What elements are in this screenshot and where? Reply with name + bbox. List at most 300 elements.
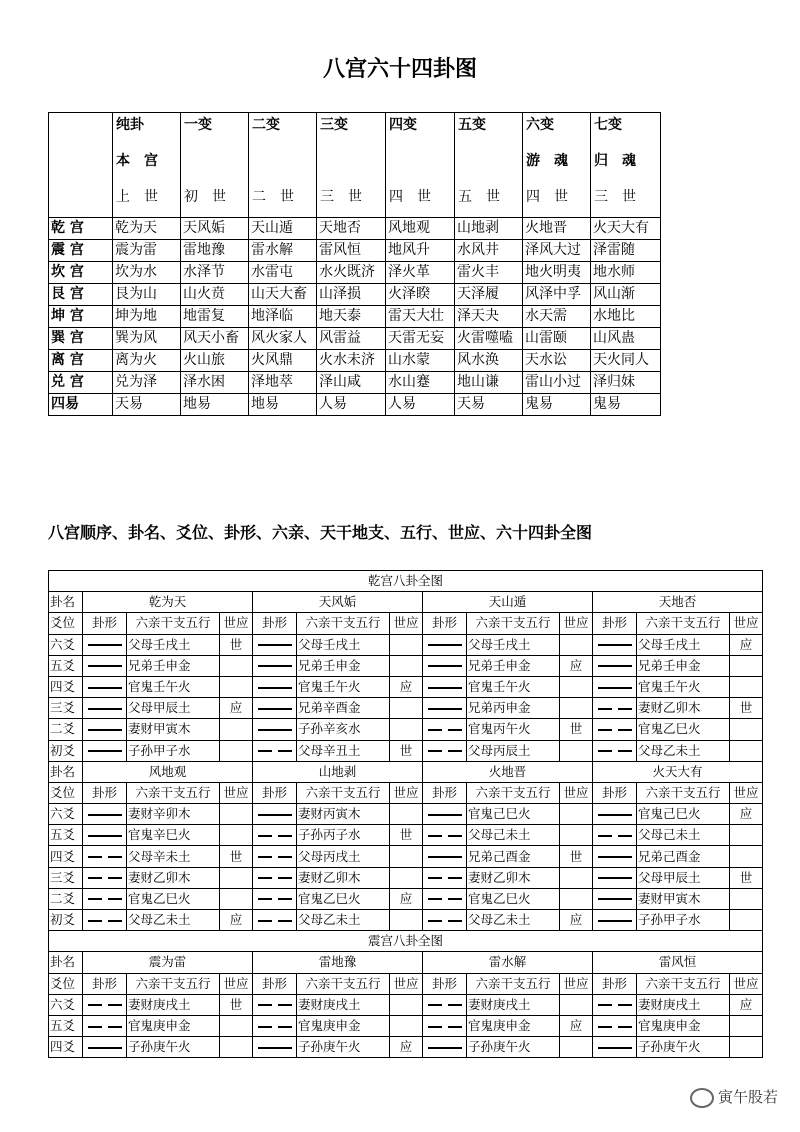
header-line: 初 世	[184, 189, 226, 205]
line-shape	[253, 804, 297, 825]
shiying-value	[390, 910, 423, 931]
liuqin-value: 妻财甲寅木	[637, 888, 730, 909]
liuqin-value: 妻财庚戌土	[127, 994, 220, 1015]
line-shape	[253, 719, 297, 740]
shiying-value	[560, 1037, 593, 1058]
liuqin-value: 妻财乙卯木	[297, 867, 390, 888]
hexagram-cell: 鬼易	[591, 394, 661, 416]
yang-line-icon	[598, 644, 632, 646]
gua-name-row	[49, 952, 763, 973]
line-shape	[83, 740, 127, 761]
shiying-label: 世应	[220, 782, 253, 803]
hexagram-cell: 泽风大过	[523, 240, 591, 262]
line-shape	[593, 634, 637, 655]
liuqin-value: 子孙丙子水	[297, 825, 390, 846]
yang-line-icon	[88, 729, 122, 731]
liuqin-value: 兄弟壬申金	[467, 655, 560, 676]
hexagram-cell: 雷山小过	[523, 372, 591, 394]
header-cell	[113, 113, 181, 218]
yang-line-icon	[598, 814, 632, 816]
yao-row	[49, 825, 763, 846]
shiying-value	[220, 825, 253, 846]
hexagram-cell: 山地剥	[455, 218, 523, 240]
line-shape	[423, 867, 467, 888]
yin-line-icon	[88, 877, 122, 879]
yin-line-icon	[598, 1004, 632, 1006]
yang-line-icon	[88, 708, 122, 710]
shiying-value	[220, 740, 253, 761]
shape-label: 卦形	[253, 782, 297, 803]
hexagram-cell: 火雷噬嗑	[455, 328, 523, 350]
hexagram-cell: 地天泰	[317, 306, 386, 328]
yao-name: 六爻	[49, 634, 83, 655]
shiying-value: 世	[730, 698, 763, 719]
yao-row	[49, 655, 763, 676]
liuqin-value: 官鬼庚申金	[297, 1015, 390, 1036]
yang-line-icon	[258, 644, 292, 646]
shape-label: 卦形	[83, 973, 127, 994]
shape-label: 卦形	[593, 782, 637, 803]
palace-row	[49, 262, 661, 284]
hexagram-cell: 火水未济	[317, 350, 386, 372]
gua-name: 山地剥	[253, 761, 423, 782]
yin-line-icon	[428, 1004, 462, 1006]
line-shape	[253, 846, 297, 867]
hexagram-cell: 天地否	[317, 218, 386, 240]
hexagram-cell: 坎为水	[113, 262, 181, 284]
line-shape	[253, 676, 297, 697]
hexagram-cell: 山火贲	[181, 284, 249, 306]
hexagram-cell: 乾为天	[113, 218, 181, 240]
shiying-value	[730, 825, 763, 846]
palace-row	[49, 372, 661, 394]
shiying-value: 世	[220, 634, 253, 655]
shiying-value	[730, 719, 763, 740]
gua-name: 风地观	[83, 761, 253, 782]
yao-row	[49, 910, 763, 931]
liuqin-value: 子孙庚午火	[297, 1037, 390, 1058]
yao-name: 四爻	[49, 1037, 83, 1058]
yang-line-icon	[598, 898, 632, 900]
yao-row	[49, 1037, 763, 1058]
hexagram-cell: 雷水解	[249, 240, 317, 262]
liuqin-value: 官鬼庚申金	[467, 1015, 560, 1036]
line-shape	[83, 994, 127, 1015]
liuqin-value: 子孙辛亥水	[297, 719, 390, 740]
hexagram-cell: 山水蒙	[386, 350, 455, 372]
shiying-label: 世应	[730, 613, 763, 634]
liuqin-value: 子孙庚午火	[127, 1037, 220, 1058]
gua-name: 天山遁	[423, 592, 593, 613]
line-shape	[83, 719, 127, 740]
header-cell	[317, 113, 386, 218]
liuqin-label: 六亲干支五行	[637, 613, 730, 634]
liuqin-value: 父母辛丑土	[297, 740, 390, 761]
line-shape	[593, 888, 637, 909]
hexagram-cell: 水泽节	[181, 262, 249, 284]
line-shape	[423, 994, 467, 1015]
gua-name-label: 卦名	[49, 761, 83, 782]
header-line: 纯卦	[116, 117, 144, 133]
shape-label: 卦形	[83, 613, 127, 634]
yao-pos-label: 爻位	[49, 613, 83, 634]
liuqin-label: 六亲干支五行	[127, 613, 220, 634]
hexagram-cell: 天山遁	[249, 218, 317, 240]
gua-name-row	[49, 761, 763, 782]
header-line: 游 魂	[526, 153, 568, 169]
yao-row	[49, 994, 763, 1015]
shiying-value	[730, 740, 763, 761]
line-shape	[423, 804, 467, 825]
line-shape	[593, 825, 637, 846]
yin-line-icon	[598, 835, 632, 837]
header-line	[184, 153, 245, 189]
hexagram-cell: 离为火	[113, 350, 181, 372]
header-line: 四 世	[526, 189, 568, 205]
yao-name: 六爻	[49, 804, 83, 825]
shape-label: 卦形	[253, 973, 297, 994]
gua-name: 火天大有	[593, 761, 763, 782]
shiying-value	[220, 1015, 253, 1036]
hexagram-cell: 泽火革	[386, 262, 455, 284]
shiying-value	[220, 676, 253, 697]
hexagram-cell: 火山旅	[181, 350, 249, 372]
palace-hexagram-table	[48, 112, 661, 416]
line-shape	[253, 888, 297, 909]
line-shape	[423, 740, 467, 761]
hexagram-cell: 泽雷随	[591, 240, 661, 262]
yao-row	[49, 846, 763, 867]
liuqin-value: 官鬼壬午火	[637, 676, 730, 697]
palace-name: 坤 宫	[49, 306, 113, 328]
shiying-value	[390, 867, 423, 888]
liuqin-value: 官鬼辛巳火	[127, 825, 220, 846]
shiying-value: 世	[560, 719, 593, 740]
yin-line-icon	[88, 920, 122, 922]
liuqin-value: 妻财庚戌土	[297, 994, 390, 1015]
line-shape	[593, 910, 637, 931]
liuqin-value: 子孙甲子水	[637, 910, 730, 931]
header-line: 五 世	[458, 189, 500, 205]
yao-pos-label: 爻位	[49, 973, 83, 994]
shiying-label: 世应	[560, 782, 593, 803]
shiying-value	[220, 804, 253, 825]
shiying-value	[730, 1015, 763, 1036]
palace-name: 离 宫	[49, 350, 113, 372]
shiying-value: 应	[390, 888, 423, 909]
line-shape	[593, 994, 637, 1015]
hexagram-cell: 雷地豫	[181, 240, 249, 262]
shiying-value	[220, 1037, 253, 1058]
liuqin-value: 官鬼壬午火	[127, 676, 220, 697]
line-shape	[83, 867, 127, 888]
liuqin-value: 官鬼乙巳火	[297, 888, 390, 909]
line-shape	[253, 698, 297, 719]
liuqin-value: 官鬼乙巳火	[127, 888, 220, 909]
line-shape	[83, 634, 127, 655]
shiying-value: 应	[730, 804, 763, 825]
liuqin-value: 官鬼己巳火	[637, 804, 730, 825]
shiying-value: 应	[390, 676, 423, 697]
yao-row	[49, 1015, 763, 1036]
hexagram-cell: 风天小畜	[181, 328, 249, 350]
line-shape	[423, 910, 467, 931]
shape-label: 卦形	[423, 973, 467, 994]
yao-row	[49, 719, 763, 740]
yang-line-icon	[598, 877, 632, 879]
header-line: 一变	[184, 117, 212, 133]
liuqin-value: 妻财乙卯木	[467, 867, 560, 888]
gua-name-row	[49, 592, 763, 613]
line-shape	[253, 867, 297, 888]
shiying-value	[560, 994, 593, 1015]
shiying-value	[390, 846, 423, 867]
shiying-label: 世应	[390, 973, 423, 994]
yin-line-icon	[88, 856, 122, 858]
header-line: 四 世	[389, 189, 431, 205]
liuqin-value: 妻财庚戌土	[637, 994, 730, 1015]
liuqin-value: 官鬼庚申金	[127, 1015, 220, 1036]
watermark	[690, 1086, 778, 1108]
palace-row	[49, 240, 661, 262]
palace-row	[49, 328, 661, 350]
line-shape	[83, 676, 127, 697]
shiying-value	[220, 888, 253, 909]
palace-name: 坎 宫	[49, 262, 113, 284]
line-shape	[423, 634, 467, 655]
palace-row	[49, 394, 661, 416]
yang-line-icon	[428, 1047, 462, 1049]
yin-line-icon	[88, 1026, 122, 1028]
hexagram-cell: 巽为风	[113, 328, 181, 350]
palace-row	[49, 350, 661, 372]
shiying-value: 应	[560, 655, 593, 676]
line-shape	[593, 804, 637, 825]
yang-line-icon	[428, 665, 462, 667]
yang-line-icon	[88, 687, 122, 689]
hexagram-cell: 风水涣	[455, 350, 523, 372]
line-shape	[593, 740, 637, 761]
yang-line-icon	[258, 1047, 292, 1049]
yang-line-icon	[88, 665, 122, 667]
hexagram-cell: 水雷屯	[249, 262, 317, 284]
yang-line-icon	[88, 644, 122, 646]
hexagram-cell: 风泽中孚	[523, 284, 591, 306]
hexagram-cell: 地山谦	[455, 372, 523, 394]
line-shape	[83, 655, 127, 676]
liuqin-label: 六亲干支五行	[467, 613, 560, 634]
shiying-value	[560, 825, 593, 846]
yang-line-icon	[428, 708, 462, 710]
shiying-value	[560, 676, 593, 697]
line-shape	[593, 698, 637, 719]
shiying-label: 世应	[220, 973, 253, 994]
liuqin-value: 父母乙未土	[297, 910, 390, 931]
palace-row	[49, 306, 661, 328]
liuqin-value: 父母丙戌土	[297, 846, 390, 867]
shiying-value	[560, 804, 593, 825]
liuqin-value: 兄弟辛酉金	[297, 698, 390, 719]
liuqin-label: 六亲干支五行	[297, 782, 390, 803]
hexagram-cell: 火风鼎	[249, 350, 317, 372]
liuqin-label: 六亲干支五行	[127, 973, 220, 994]
yin-line-icon	[88, 898, 122, 900]
hexagram-cell: 天易	[113, 394, 181, 416]
liuqin-value: 妻财乙卯木	[127, 867, 220, 888]
shiying-value	[560, 867, 593, 888]
shiying-value	[390, 698, 423, 719]
yin-line-icon	[428, 835, 462, 837]
shiying-label: 世应	[730, 782, 763, 803]
line-shape	[593, 676, 637, 697]
yang-line-icon	[428, 856, 462, 858]
liuqin-value: 父母乙未土	[637, 740, 730, 761]
yao-row	[49, 676, 763, 697]
shiying-value	[560, 740, 593, 761]
column-label-row	[49, 782, 763, 803]
yao-pos-label: 爻位	[49, 782, 83, 803]
palace-caption-row	[49, 931, 763, 952]
liuqin-value: 兄弟壬申金	[297, 655, 390, 676]
liuqin-value: 官鬼壬午火	[467, 676, 560, 697]
hexagram-cell: 天火同人	[591, 350, 661, 372]
yin-line-icon	[428, 920, 462, 922]
yang-line-icon	[258, 665, 292, 667]
yao-row	[49, 867, 763, 888]
yin-line-icon	[428, 877, 462, 879]
header-line: 二变	[252, 117, 280, 133]
yin-line-icon	[258, 898, 292, 900]
liuqin-value: 兄弟壬申金	[127, 655, 220, 676]
liuqin-value: 官鬼己巳火	[467, 804, 560, 825]
yin-line-icon	[598, 708, 632, 710]
header-cell	[591, 113, 661, 218]
palace-row	[49, 284, 661, 306]
liuqin-value: 妻财甲寅木	[127, 719, 220, 740]
hexagram-cell: 天易	[455, 394, 523, 416]
liuqin-value: 父母甲辰土	[637, 867, 730, 888]
header-cell	[49, 113, 113, 218]
gua-name: 雷地豫	[253, 952, 423, 973]
gua-name-label: 卦名	[49, 592, 83, 613]
liuqin-label: 六亲干支五行	[467, 782, 560, 803]
hexagram-cell: 水火既济	[317, 262, 386, 284]
header-cell	[386, 113, 455, 218]
shiying-value	[730, 846, 763, 867]
shape-label: 卦形	[253, 613, 297, 634]
shiying-label: 世应	[390, 613, 423, 634]
yin-line-icon	[598, 729, 632, 731]
header-cell	[455, 113, 523, 218]
hexagram-cell: 天泽履	[455, 284, 523, 306]
yin-line-icon	[428, 898, 462, 900]
hexagram-cell: 地风升	[386, 240, 455, 262]
gua-name: 天地否	[593, 592, 763, 613]
liuqin-value: 父母丙辰土	[467, 740, 560, 761]
yin-line-icon	[598, 1026, 632, 1028]
line-shape	[423, 1015, 467, 1036]
header-line	[389, 153, 451, 189]
gua-name: 雷水解	[423, 952, 593, 973]
shape-label: 卦形	[83, 782, 127, 803]
liuqin-value: 兄弟壬申金	[637, 655, 730, 676]
yao-name: 五爻	[49, 825, 83, 846]
hexagram-cell: 山风蛊	[591, 328, 661, 350]
shiying-value: 应	[390, 1037, 423, 1058]
yin-line-icon	[258, 750, 292, 752]
hexagram-cell: 风地观	[386, 218, 455, 240]
page-title: 八宫六十四卦图	[322, 57, 477, 82]
liuqin-value: 父母乙未土	[467, 910, 560, 931]
yang-line-icon	[258, 687, 292, 689]
shape-label: 卦形	[593, 613, 637, 634]
hexagram-cell: 火泽睽	[386, 284, 455, 306]
yang-line-icon	[428, 814, 462, 816]
liuqin-value: 妻财庚戌土	[467, 994, 560, 1015]
line-shape	[423, 888, 467, 909]
line-shape	[253, 1015, 297, 1036]
hexagram-cell: 地易	[181, 394, 249, 416]
liuqin-value: 官鬼乙巳火	[637, 719, 730, 740]
hexagram-cell: 风山渐	[591, 284, 661, 306]
header-line	[52, 153, 109, 189]
shiying-value	[560, 888, 593, 909]
yao-name: 初爻	[49, 740, 83, 761]
hexagram-cell: 风火家人	[249, 328, 317, 350]
yang-line-icon	[598, 1047, 632, 1049]
yin-line-icon	[258, 1004, 292, 1006]
gua-name: 震为雷	[83, 952, 253, 973]
shiying-value: 世	[730, 867, 763, 888]
header-cell	[249, 113, 317, 218]
line-shape	[83, 1015, 127, 1036]
liuqin-value: 父母壬戌土	[637, 634, 730, 655]
hexagram-cell: 山雷颐	[523, 328, 591, 350]
header-line: 三 世	[320, 189, 362, 205]
yang-line-icon	[258, 729, 292, 731]
line-shape	[253, 634, 297, 655]
shiying-value	[220, 655, 253, 676]
header-line: 五变	[458, 117, 486, 133]
shiying-label: 世应	[560, 973, 593, 994]
yin-line-icon	[258, 835, 292, 837]
hexagram-cell: 鬼易	[523, 394, 591, 416]
line-shape	[423, 1037, 467, 1058]
line-shape	[253, 740, 297, 761]
shiying-value	[730, 910, 763, 931]
liuqin-label: 六亲干支五行	[467, 973, 560, 994]
palace-name: 震 宫	[49, 240, 113, 262]
liuqin-value: 官鬼丙午火	[467, 719, 560, 740]
shiying-value	[730, 676, 763, 697]
shiying-value	[390, 804, 423, 825]
hexagram-cell: 风雷益	[317, 328, 386, 350]
hexagram-cell: 水山蹇	[386, 372, 455, 394]
line-shape	[423, 698, 467, 719]
line-shape	[253, 825, 297, 846]
hexagram-cell: 泽水困	[181, 372, 249, 394]
column-label-row	[49, 613, 763, 634]
header-line	[252, 153, 313, 189]
watermark-text: 寅午股若	[717, 1088, 778, 1106]
shiying-value	[730, 1037, 763, 1058]
shiying-value	[390, 719, 423, 740]
line-shape	[83, 888, 127, 909]
shiying-value: 应	[730, 994, 763, 1015]
line-shape	[423, 719, 467, 740]
header-line: 六变	[526, 117, 554, 133]
shiying-value	[220, 867, 253, 888]
